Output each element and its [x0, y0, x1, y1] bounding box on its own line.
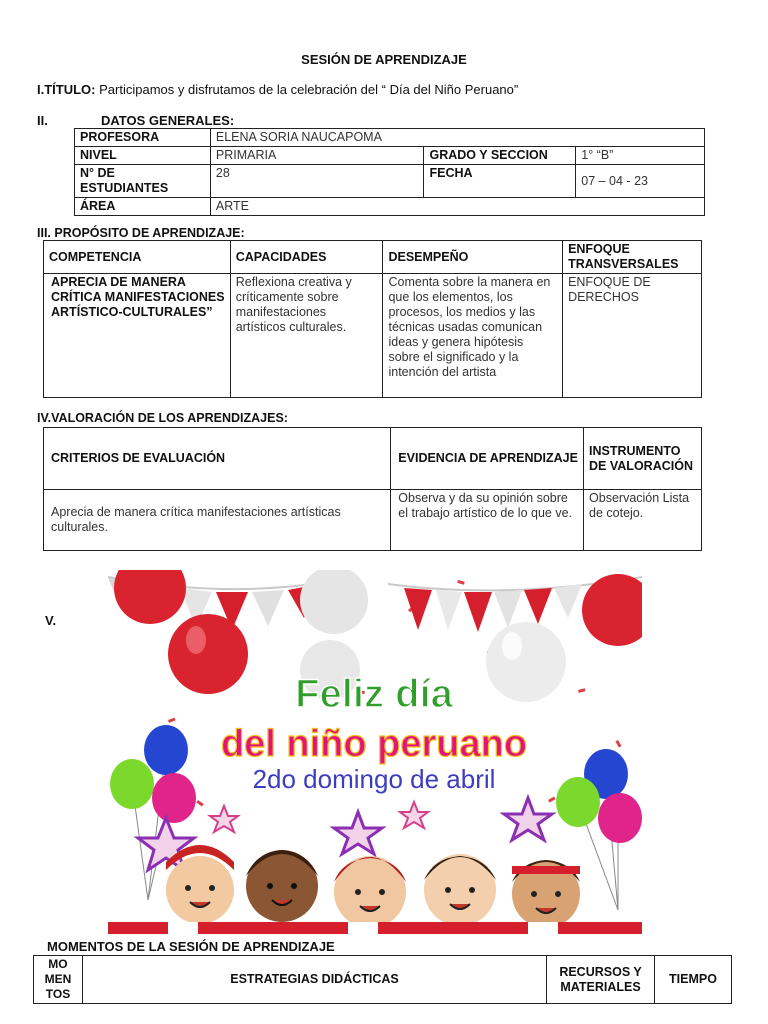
profesora-label: PROFESORA: [75, 129, 211, 147]
proposito-heading: III. PROPÓSITO DE APRENDIZAJE:: [37, 226, 245, 240]
fecha-label: FECHA: [424, 165, 576, 198]
estudiantes-label: N° DE ESTUDIANTES: [75, 165, 211, 198]
profesora-value: ELENA SORIA NAUCAPOMA: [210, 129, 704, 147]
momentos-table: [33, 955, 732, 1004]
section-v-label: V.: [45, 613, 57, 628]
nivel-label: NIVEL: [75, 147, 211, 165]
fecha-value: 07 – 04 - 23: [576, 165, 705, 198]
criterios-cell: Aprecia de manera crítica manifestaciones artísticas culturales.: [44, 490, 391, 551]
banner-line1: Feliz día: [295, 672, 453, 716]
desempeno-cell: Comenta sobre la manera en que los elementos, los procesos, los medios y las técnicas usadas comunican ideas y genera hipótesis sobre el significado y la intención del artista: [383, 274, 563, 398]
instrumento-cell: Observación Lista de cotejo.: [584, 490, 702, 551]
datos-heading: DATOS GENERALES:: [101, 113, 235, 128]
grado-value: 1° “B”: [576, 147, 705, 165]
valoracion-header-criterios: CRITERIOS DE EVALUACIÓN: [44, 428, 391, 490]
page-title: SESIÓN DE APRENDIZAJE: [301, 52, 467, 67]
capacidades-cell: Reflexiona creativa y críticamente sobre manifestaciones artísticos culturales.: [230, 274, 383, 398]
banner-image: [108, 570, 642, 934]
proposito-header-competencia: COMPETENCIA: [44, 241, 231, 274]
banner-line2: del niño peruano: [220, 723, 528, 765]
banner-line3: 2do domingo de abril: [252, 764, 496, 794]
competencia-cell: APRECIA DE MANERA CRÍTICA MANIFESTACIONES ARTÍSTICO-CULTURALES”: [44, 274, 231, 398]
valoracion-header-instrumento: INSTRUMENTO DE VALORACIÓN: [584, 428, 702, 490]
momentos-header-estrategias: ESTRATEGIAS DIDÁCTICAS: [82, 956, 546, 1004]
area-value: ARTE: [210, 198, 704, 216]
enfoque-cell: ENFOQUE DE DERECHOS: [563, 274, 702, 398]
evidencia-cell: Observa y da su opinión sobre el trabajo artístico de lo que ve.: [391, 490, 584, 551]
momentos-heading: MOMENTOS DE LA SESIÓN DE APRENDIZAJE: [47, 939, 335, 954]
area-label: ÁREA: [75, 198, 211, 216]
proposito-table: [43, 240, 702, 398]
titulo-label: I.TÍTULO:: [37, 82, 96, 97]
valoracion-header-evidencia: EVIDENCIA DE APRENDIZAJE: [391, 428, 584, 490]
datos-table: [74, 128, 705, 216]
momentos-header-tiempo: TIEMPO: [655, 956, 732, 1004]
momentos-header-momentos: MO MEN TOS: [34, 956, 83, 1004]
nivel-value: PRIMARIA: [210, 147, 424, 165]
proposito-header-capacidades: CAPACIDADES: [230, 241, 383, 274]
proposito-header-desempeno: DESEMPEÑO: [383, 241, 563, 274]
valoracion-heading: IV.VALORACIÓN DE LOS APRENDIZAJES:: [37, 411, 288, 425]
grado-label: GRADO Y SECCION: [424, 147, 576, 165]
titulo-text: Participamos y disfrutamos de la celebración del “ Día del Niño Peruano”: [99, 82, 519, 97]
estudiantes-value: 28: [210, 165, 424, 198]
momentos-header-recursos: RECURSOS Y MATERIALES: [547, 956, 655, 1004]
datos-num: II.: [37, 113, 48, 128]
proposito-header-enfoque: ENFOQUE TRANSVERSALES: [563, 241, 702, 274]
valoracion-table: [43, 427, 702, 551]
titulo-line: [37, 82, 518, 97]
